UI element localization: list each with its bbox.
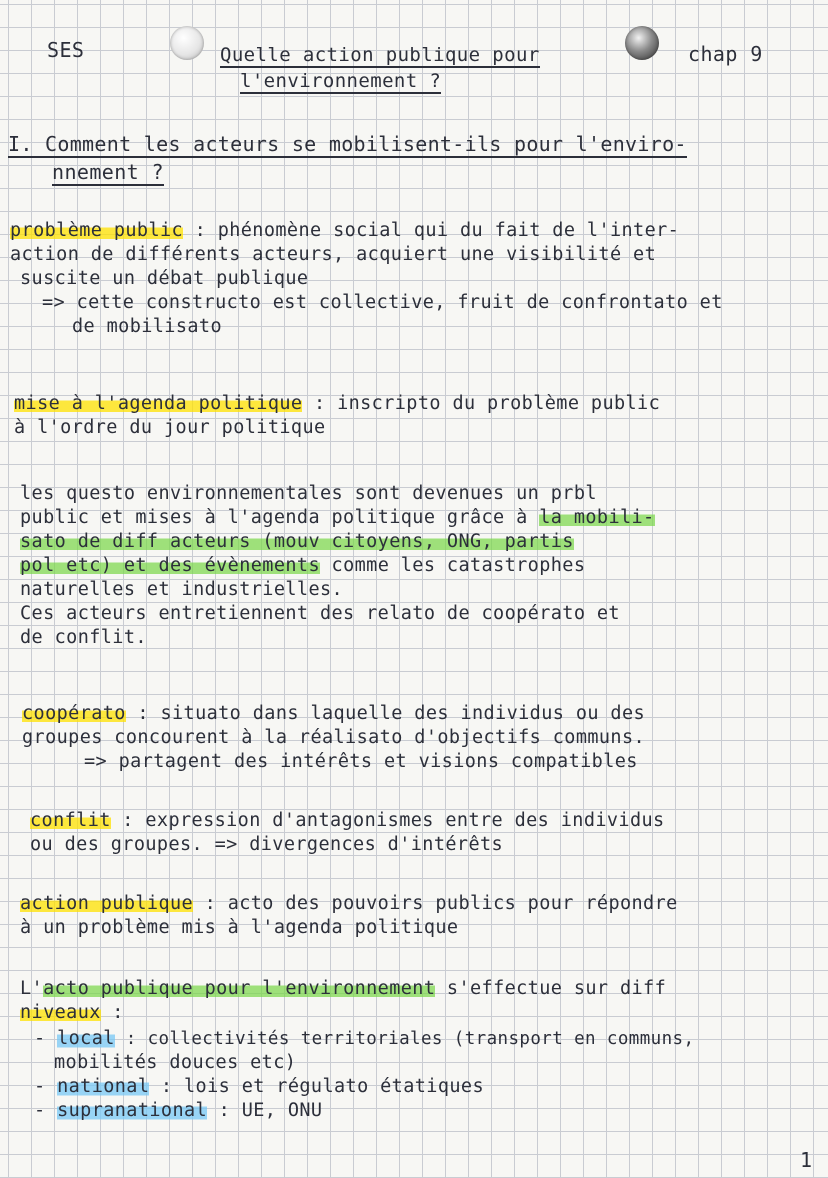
term-probleme-public: problème public bbox=[10, 220, 184, 241]
list-item-supranational: - supranational : UE, ONU bbox=[34, 1100, 323, 1121]
definition-probleme-public: problème public : phénomène social qui du fait de l'inter- action de différents acteurs, acquiert une visibilité et suscite un débat publique => cette constructo est collective, fruit de confrontato et de mobilisato bbox=[10, 220, 723, 337]
definition-conflit: conflit : expression d'antagonismes entre des individus ou des groupes. => divergences d'intérêts bbox=[30, 810, 665, 855]
section-heading-line-1: I. Comment les acteurs se mobilisent-ils pour l'enviro- bbox=[8, 132, 687, 156]
definition-cooperation: coopérato : situato dans laquelle des individus ou des groupes concourent à la réalisato d'objectifs communs. => partagent des intérêts et visions compatibles bbox=[22, 703, 646, 772]
list-item-local: - local : collectivités territoriales (transport en communs, bbox=[34, 1028, 695, 1049]
definition-action-publique: action publique : acto des pouvoirs publics pour répondre à un problème mis à l'agenda politique bbox=[20, 893, 678, 938]
section-niveaux-action: L'acto publique pour l'environnement s'effectue sur diff niveaux : - local : collectivités territoriales (transport en communs, mobilités douces etc) - national : lois et régulato étatiques - supranational : UE, ONU bbox=[20, 978, 695, 1121]
page-title-line-2: l'environnement ? bbox=[240, 70, 442, 92]
term-mise-agenda: mise à l'agenda politique bbox=[14, 393, 303, 414]
term-cooperation: coopérato bbox=[22, 703, 126, 724]
definition-mise-agenda: mise à l'agenda politique : inscripto du problème public à l'ordre du jour politique bbox=[14, 393, 661, 438]
binder-hole-right bbox=[625, 26, 659, 60]
term-conflit: conflit bbox=[30, 810, 111, 831]
page-number: 1 bbox=[800, 1148, 813, 1172]
section-heading-line-2: nnement ? bbox=[52, 160, 164, 184]
list-item-national: - national : lois et régulato étatiques bbox=[34, 1076, 484, 1097]
subject-label: SES bbox=[47, 38, 85, 62]
list-item-local-cont: mobilités douces etc) bbox=[54, 1052, 297, 1073]
page-title-line-1: Quelle action publique pour bbox=[220, 44, 540, 66]
paragraph-questions-environnementales: les questo environnementales sont devenues un prbl public et mises à l'agenda politique grâce à la mobili- sato de diff acteurs (mouv citoyens, ONG, partis pol etc) et des évènements comme les catastrophes naturelles et industrielles. Ces acteurs entretiennent des relato de coopérato et de conflit. bbox=[20, 483, 655, 648]
term-action-publique: action publique bbox=[20, 893, 194, 914]
binder-hole-left bbox=[170, 26, 204, 60]
chapter-label: chap 9 bbox=[688, 42, 763, 66]
